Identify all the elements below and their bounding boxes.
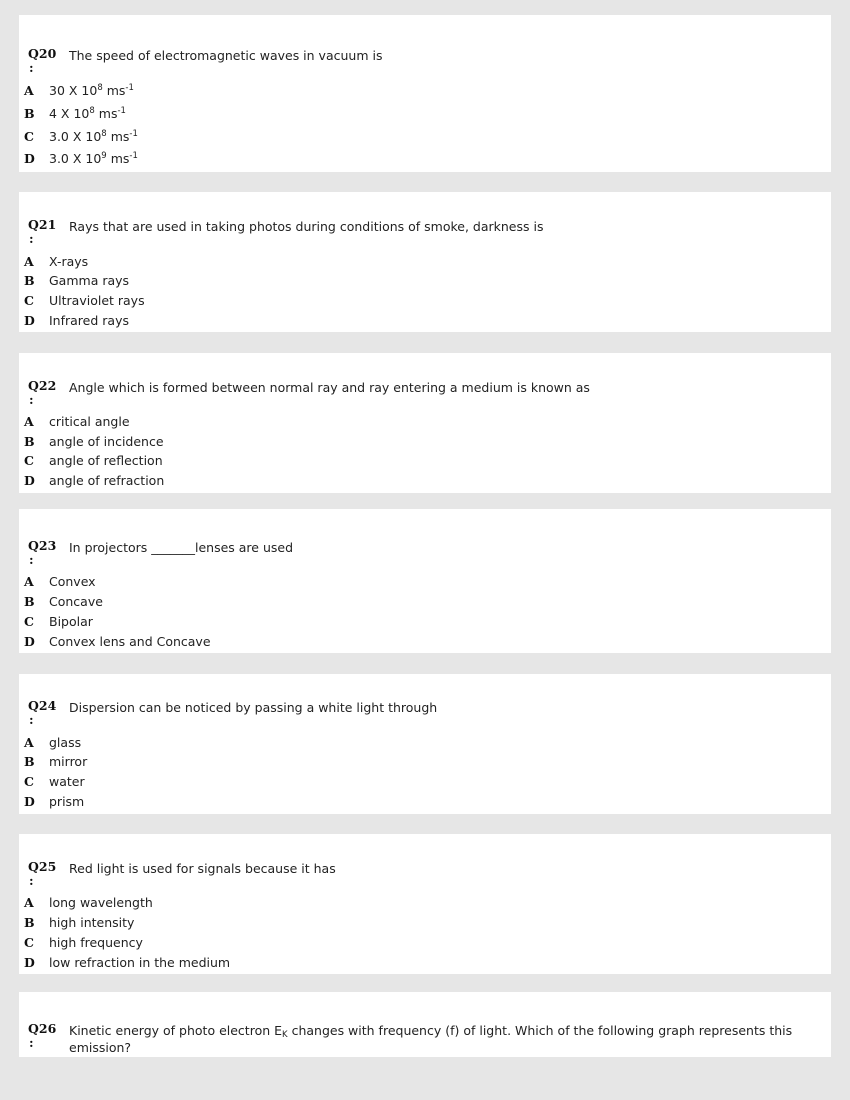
question-card-q26 xyxy=(19,992,831,1057)
question-number: Q20 : xyxy=(28,46,57,75)
option-text: low refraction in the medium xyxy=(49,955,231,970)
option-text: 3.0 X $10^8$ $ms^{-1}$ xyxy=(49,129,138,144)
option-text: Concave xyxy=(49,594,103,609)
option-a[interactable] xyxy=(24,573,814,591)
option-d[interactable] xyxy=(24,793,814,811)
option-c[interactable] xyxy=(24,128,814,146)
option-text: X-rays xyxy=(49,254,89,269)
option-b[interactable] xyxy=(24,433,814,451)
option-letter: B xyxy=(24,106,35,121)
option-text: high frequency xyxy=(49,935,143,950)
option-letter: B xyxy=(24,754,35,769)
question-number: Q22 : xyxy=(28,378,57,407)
option-a[interactable] xyxy=(24,253,814,271)
option-letter: A xyxy=(24,735,34,750)
option-letter: C xyxy=(24,614,34,629)
question-number: Q25 : xyxy=(28,859,57,888)
option-text: prism xyxy=(49,794,85,809)
option-text: 4 X $10^8$ $ms^{-1}$ xyxy=(49,106,126,121)
option-letter: C xyxy=(24,129,34,144)
option-c[interactable] xyxy=(24,934,814,952)
option-letter: B xyxy=(24,273,35,288)
option-b[interactable] xyxy=(24,914,814,932)
option-letter: D xyxy=(24,955,35,970)
question-number: Q23 : xyxy=(28,538,57,567)
option-text: angle of reflection xyxy=(49,453,163,468)
option-letter: B xyxy=(24,594,35,609)
option-text: critical angle xyxy=(49,414,130,429)
option-letter: C xyxy=(24,453,34,468)
option-letter: A xyxy=(24,83,34,98)
option-d[interactable] xyxy=(24,633,814,651)
option-letter: B xyxy=(24,434,35,449)
option-letter: A xyxy=(24,895,34,910)
option-d[interactable] xyxy=(24,150,814,168)
option-text: Gamma rays xyxy=(49,273,130,288)
question-number: Q21 : xyxy=(28,217,57,246)
option-text: angle of refraction xyxy=(49,473,165,488)
option-text: glass xyxy=(49,735,82,750)
option-b[interactable] xyxy=(24,272,814,290)
option-text: high intensity xyxy=(49,915,135,930)
option-b[interactable] xyxy=(24,593,814,611)
option-c[interactable] xyxy=(24,773,814,791)
question-text: Kinetic energy of photo electron $E_K$ changes with frequency (f) of light. Which of the following graph represents this emission? xyxy=(69,1023,793,1055)
question-text: Dispersion can be noticed by passing a white light through xyxy=(69,700,438,715)
option-text: Ultraviolet rays xyxy=(49,293,145,308)
option-text: Bipolar xyxy=(49,614,93,629)
question-card-q24 xyxy=(19,674,831,814)
option-text: Convex xyxy=(49,574,96,589)
option-text: angle of incidence xyxy=(49,434,164,449)
option-letter: B xyxy=(24,915,35,930)
option-d[interactable] xyxy=(24,954,814,972)
question-number: Q24 : xyxy=(28,698,57,727)
option-text: 30 X $10^8$ $ms^{-1}$ xyxy=(49,83,134,98)
question-text: Red light is used for signals because it has xyxy=(69,861,336,876)
question-number: Q26 : xyxy=(28,1021,57,1050)
option-text: 3.0 X $10^9$ $ms^{-1}$ xyxy=(49,151,138,166)
option-text: water xyxy=(49,774,85,789)
question-card-q22 xyxy=(19,353,831,493)
option-letter: C xyxy=(24,293,34,308)
question-card-q20 xyxy=(19,15,831,172)
option-letter: A xyxy=(24,574,34,589)
option-text: mirror xyxy=(49,754,88,769)
option-a[interactable] xyxy=(24,413,814,431)
question-card-q21 xyxy=(19,192,831,332)
question-text: The speed of electromagnetic waves in vacuum is xyxy=(69,48,383,63)
option-letter: C xyxy=(24,774,34,789)
option-letter: D xyxy=(24,473,35,488)
option-letter: D xyxy=(24,151,35,166)
option-d[interactable] xyxy=(24,312,814,330)
option-letter: A xyxy=(24,254,34,269)
option-letter: D xyxy=(24,794,35,809)
option-c[interactable] xyxy=(24,613,814,631)
option-c[interactable] xyxy=(24,292,814,310)
option-letter: D xyxy=(24,313,35,328)
option-letter: D xyxy=(24,634,35,649)
question-text: In projectors _______lenses are used xyxy=(69,540,294,555)
option-c[interactable] xyxy=(24,452,814,470)
option-letter: C xyxy=(24,935,34,950)
question-text: Angle which is formed between normal ray and ray entering a medium is known as xyxy=(69,380,590,395)
option-d[interactable] xyxy=(24,472,814,490)
question-text: Rays that are used in taking photos during conditions of smoke, darkness is xyxy=(69,219,544,234)
option-letter: A xyxy=(24,414,34,429)
option-b[interactable] xyxy=(24,753,814,771)
option-text: Convex lens and Concave xyxy=(49,634,211,649)
option-a[interactable] xyxy=(24,82,814,100)
option-text: Infrared rays xyxy=(49,313,129,328)
question-card-q25 xyxy=(19,834,831,974)
option-a[interactable] xyxy=(24,734,814,752)
question-card-q23 xyxy=(19,509,831,653)
option-a[interactable] xyxy=(24,894,814,912)
option-b[interactable] xyxy=(24,105,814,123)
option-text: long wavelength xyxy=(49,895,153,910)
